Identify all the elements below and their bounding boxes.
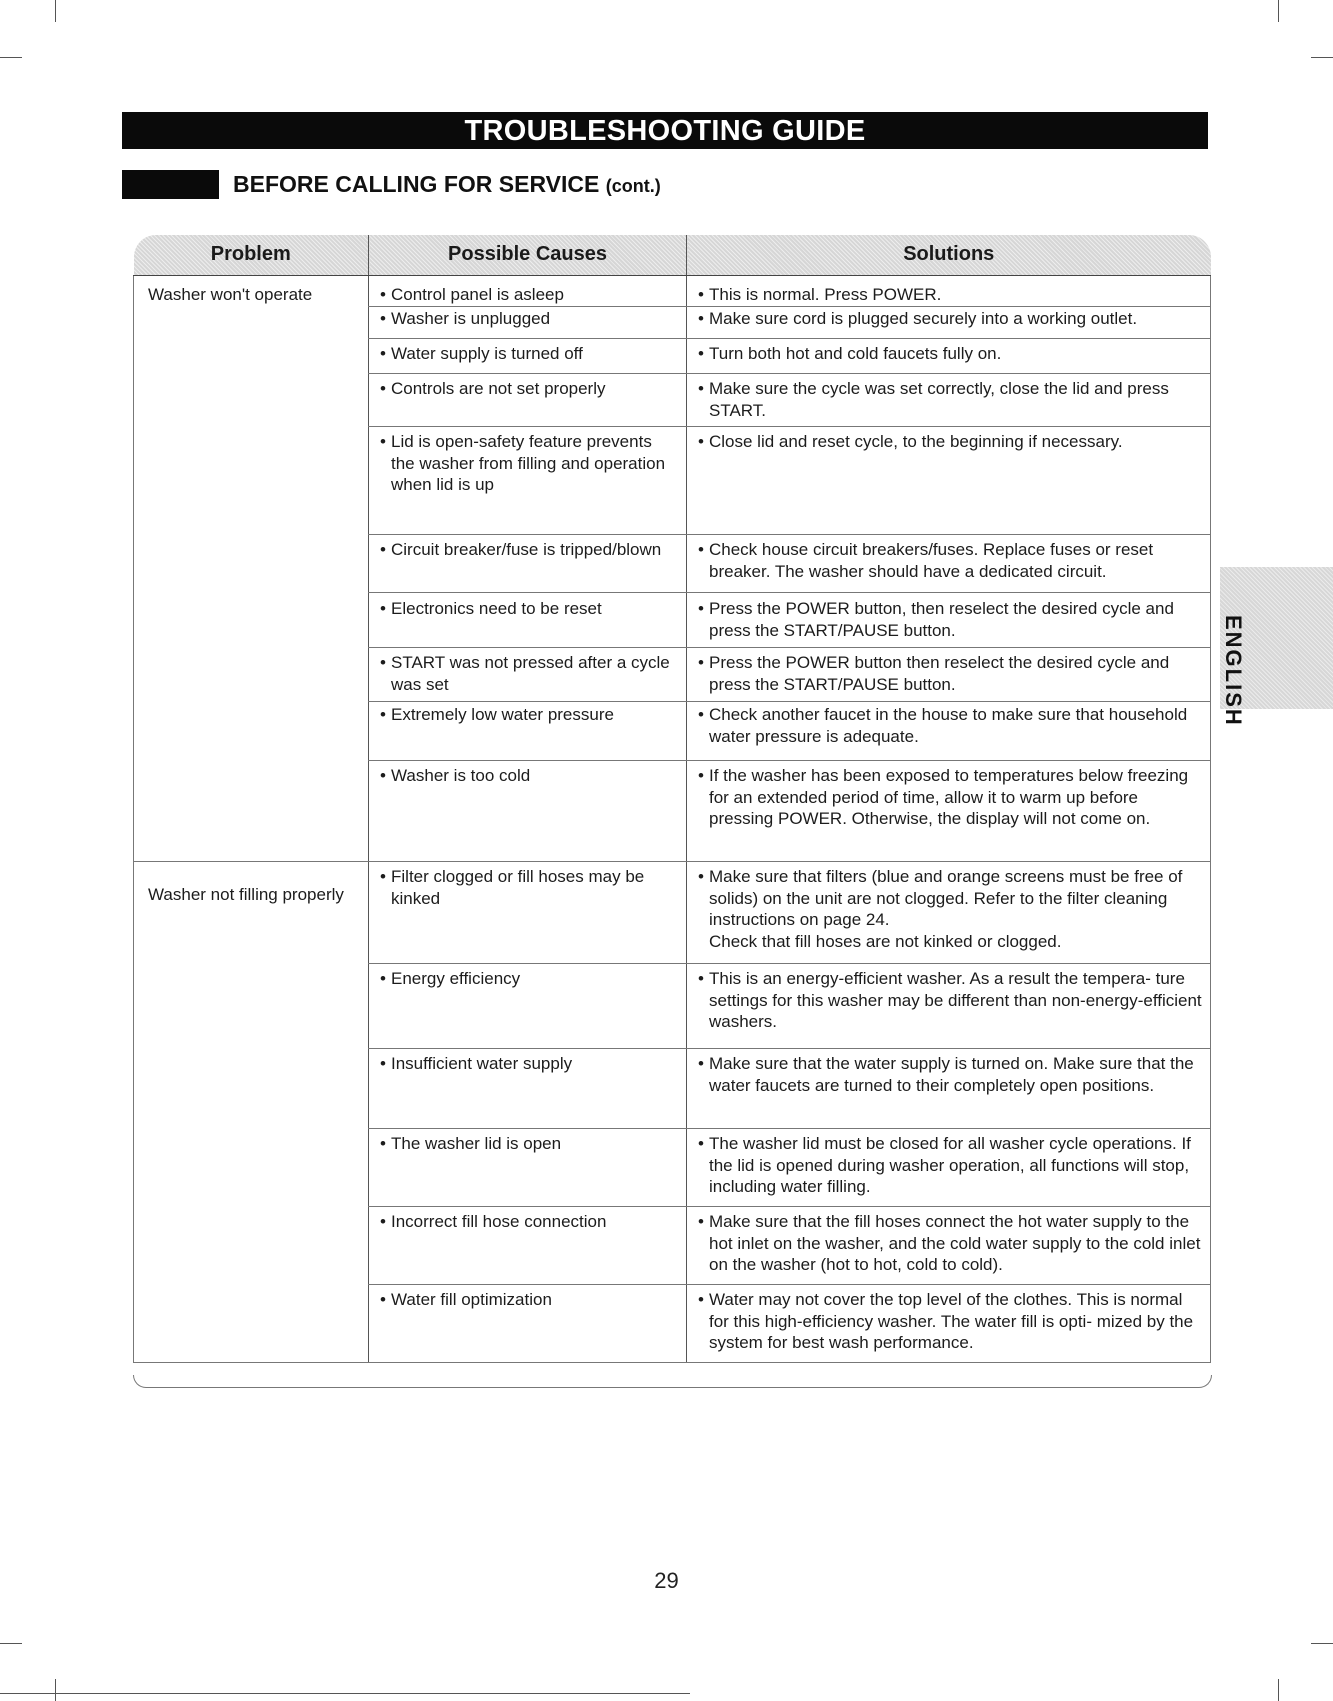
cause-text: • Energy efficiency <box>380 968 678 990</box>
solution-cell <box>687 702 1211 761</box>
solution-cell <box>687 761 1211 862</box>
solution-cell <box>687 648 1211 702</box>
cause-text: • Washer is too cold <box>380 765 678 787</box>
bottom-rule <box>0 1693 690 1694</box>
solution-cell <box>687 427 1211 535</box>
cause-cell <box>369 307 687 339</box>
solution-cell <box>687 1049 1211 1129</box>
solution-text: • The washer lid must be closed for all washer cycle operations. If the lid is opened during washer operation, all functions will stop, including water filling. <box>698 1133 1202 1198</box>
language-side-tab <box>1220 567 1333 727</box>
cause-cell <box>369 761 687 862</box>
cause-cell <box>369 1207 687 1285</box>
solution-text: • This is normal. Press POWER. <box>698 284 1202 306</box>
cause-text: • Controls are not set properly <box>380 378 678 400</box>
cause-text: • Control panel is asleep <box>380 284 678 306</box>
cause-text: • Extremely low water pressure <box>380 704 678 726</box>
solution-text: • Make sure the cycle was set correctly, close the lid and press START. <box>698 378 1202 421</box>
section-title <box>233 169 661 201</box>
troubleshooting-table <box>133 235 1211 1363</box>
problem-cell: Washer won't operate <box>134 276 369 862</box>
crop-mark <box>1311 1643 1333 1644</box>
crop-mark <box>0 57 22 58</box>
section-marker <box>122 170 219 199</box>
solution-text: • Make sure cord is plugged securely into a working outlet. <box>698 308 1202 330</box>
header-problem: Problem <box>134 235 369 276</box>
section-title-text: BEFORE CALLING FOR SERVICE <box>233 171 600 197</box>
crop-mark <box>1278 0 1279 22</box>
solution-text: • Water may not cover the top level of the clothes. This is normal for this high-efficiency washer. The water fill is opti- mized by the system for best wash performance. <box>698 1289 1202 1354</box>
side-tab-label: ENGLISH <box>1221 615 1246 727</box>
section-title-suffix: (cont.) <box>605 176 661 196</box>
crop-mark <box>1311 57 1333 58</box>
cause-text: • Circuit breaker/fuse is tripped/blown <box>380 539 678 561</box>
cause-text: • Filter clogged or fill hoses may be kinked <box>380 866 678 909</box>
cause-text: • Water fill optimization <box>380 1289 678 1311</box>
cause-cell <box>369 276 687 307</box>
solution-cell <box>687 862 1211 964</box>
solution-text: • Make sure that the water supply is turned on. Make sure that the water faucets are turned to their completely open positions. <box>698 1053 1202 1096</box>
solution-cell <box>687 593 1211 648</box>
solution-text: • Check house circuit breakers/fuses. Replace fuses or reset breaker. The washer should have a dedicated circuit. <box>698 539 1202 582</box>
solution-cell <box>687 1285 1211 1363</box>
cause-text: • Incorrect fill hose connection <box>380 1211 678 1233</box>
crop-mark <box>0 1643 22 1644</box>
cause-text: • Electronics need to be reset <box>380 598 678 620</box>
solution-cell <box>687 964 1211 1049</box>
solution-cell <box>687 1129 1211 1207</box>
table-row <box>134 862 1211 964</box>
cause-cell <box>369 964 687 1049</box>
solution-text: • Press the POWER button, then reselect the desired cycle and press the START/PAUSE button. <box>698 598 1202 641</box>
cause-text: • Lid is open-safety feature prevents the washer from filling and operation when lid is up <box>380 431 678 496</box>
header-row <box>134 235 1211 276</box>
page-banner: TROUBLESHOOTING GUIDE <box>122 112 1208 149</box>
cause-cell <box>369 374 687 427</box>
solution-text: • Turn both hot and cold faucets fully on. <box>698 343 1202 365</box>
cause-text: • Washer is unplugged <box>380 308 678 330</box>
cause-cell <box>369 1129 687 1207</box>
solution-text: • Press the POWER button then reselect the desired cycle and press the START/PAUSE button. <box>698 652 1202 695</box>
cause-text: • Water supply is turned off <box>380 343 678 365</box>
crop-mark <box>55 1679 56 1701</box>
solution-cell <box>687 307 1211 339</box>
solution-text: • Make sure that the fill hoses connect the hot water supply to the hot inlet on the washer, and the cold water supply to the cold inlet on the washer (hot to hot, cold to cold). <box>698 1211 1202 1276</box>
problem-cell: Washer not filling properly <box>134 862 369 1363</box>
cause-cell <box>369 427 687 535</box>
solution-cell <box>687 276 1211 307</box>
solution-text: • This is an energy-efficient washer. As a result the tempera- ture settings for this washer may be different than non-energy-efficient washers. <box>698 968 1202 1033</box>
header-solutions: Solutions <box>687 235 1211 276</box>
cause-cell <box>369 593 687 648</box>
cause-text: • Insufficient water supply <box>380 1053 678 1075</box>
crop-mark <box>1278 1679 1279 1701</box>
table-row <box>134 276 1211 307</box>
solution-text: • Close lid and reset cycle, to the beginning if necessary. <box>698 431 1202 453</box>
solution-cell <box>687 1207 1211 1285</box>
solution-text: Check that fill hoses are not kinked or clogged. <box>709 931 1062 951</box>
cause-text: • The washer lid is open <box>380 1133 678 1155</box>
header-causes: Possible Causes <box>369 235 687 276</box>
troubleshooting-table-wrap <box>133 235 1210 1363</box>
cause-cell <box>369 1285 687 1363</box>
table-bottom-border <box>133 1375 1212 1388</box>
cause-cell <box>369 862 687 964</box>
solution-text: • If the washer has been exposed to temperatures below freezing for an extended period of time, allow it to warm up before pressing POWER. Otherwise, the display will not come on. <box>698 765 1202 830</box>
cause-cell <box>369 702 687 761</box>
solution-text: • Check another faucet in the house to make sure that household water pressure is adequate. <box>698 704 1202 747</box>
solution-cell <box>687 535 1211 593</box>
solution-text: • Make sure that filters (blue and orange screens must be free of solids) on the unit are not clogged. Refer to the filter cleaning instructions on page 24. <box>698 866 1202 931</box>
cause-text: • START was not pressed after a cycle was set <box>380 652 678 695</box>
cause-cell <box>369 535 687 593</box>
cause-cell <box>369 1049 687 1129</box>
crop-mark <box>55 0 56 22</box>
cause-cell <box>369 648 687 702</box>
page-number: 29 <box>654 1568 679 1593</box>
solution-cell <box>687 374 1211 427</box>
solution-cell <box>687 339 1211 374</box>
cause-cell <box>369 339 687 374</box>
